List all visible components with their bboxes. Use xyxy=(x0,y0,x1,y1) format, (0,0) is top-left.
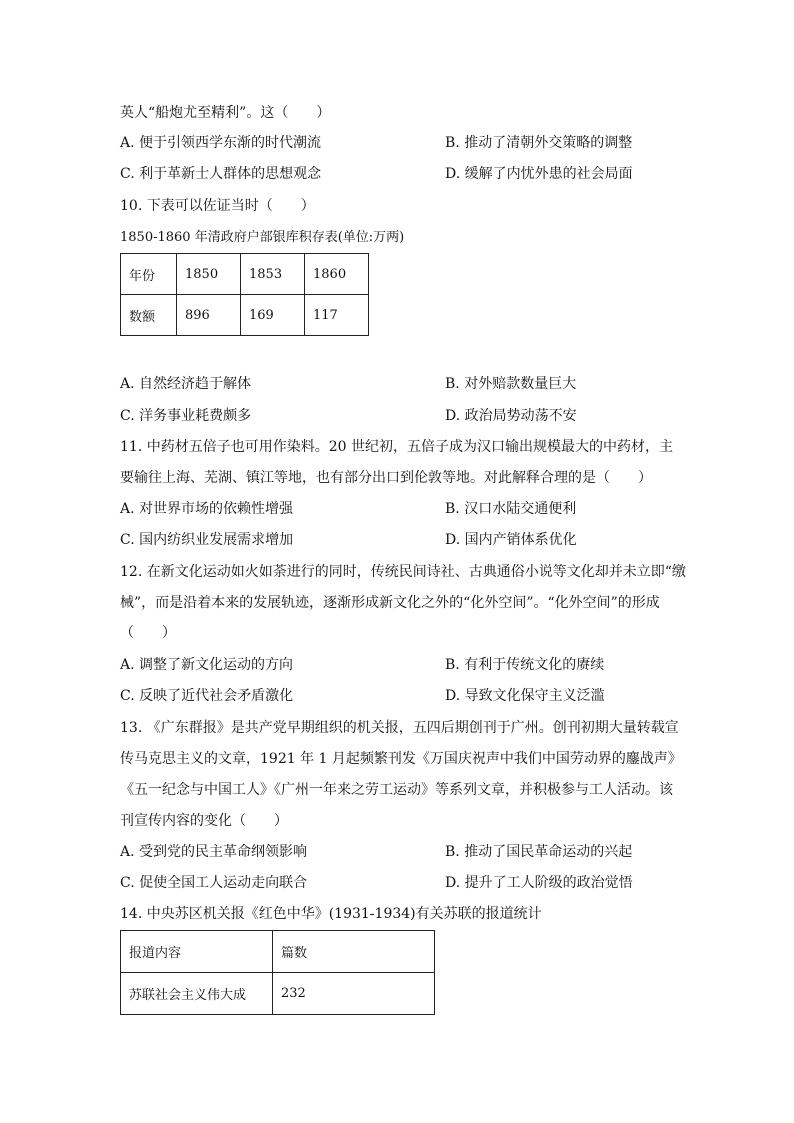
q9-option-d: D. 缓解了内忧外患的社会局面 xyxy=(445,166,633,182)
q10-option-b: B. 对外赔款数量巨大 xyxy=(445,376,577,392)
q13-option-b: B. 推动了国民革命运动的兴起 xyxy=(445,844,633,860)
q11-option-b: B. 汉口水陆交通便利 xyxy=(445,501,577,517)
q10-option-d: D. 政治局势动荡不安 xyxy=(445,408,577,424)
q10-option-a: A. 自然经济趋于解体 xyxy=(120,376,252,392)
q9-option-b: B. 推动了清朝外交策略的调整 xyxy=(445,135,633,151)
q12-option-c: C. 反映了近代社会矛盾激化 xyxy=(120,688,294,704)
q12-option-d: D. 导致文化保守主义泛滥 xyxy=(445,688,605,704)
q11-stem-line: 要输往上海、芜湖、镇江等地，也有部分出口到伦敦等地。对此解释合理的是（ ） xyxy=(120,470,652,486)
q14-table-row xyxy=(121,973,435,1015)
q14-stem: 14. 中央苏区机关报《红色中华》(1931-1934)有关苏联的报道统计 xyxy=(120,906,542,922)
q13-stem-line: 13. 《广东群报》是共产党早期组织的机关报，五四后期创刊于广州。创刊初期大量转载宣 xyxy=(120,720,679,736)
q13-option-a: A. 受到党的民主革命纲领影响 xyxy=(120,844,308,860)
q10-table-cell: 169 xyxy=(241,295,305,336)
q13-option-c: C. 促使全国工人运动走向联合 xyxy=(120,875,308,891)
q13-stem-line: 刊宣传内容的变化（ ） xyxy=(120,813,288,829)
q13-stem-line: 《五一纪念与中国工人》《广州一年来之劳工运动》等系列文章，并积极参与工人活动。该 xyxy=(120,782,673,798)
q11-option-d: D. 国内产销体系优化 xyxy=(445,532,577,548)
q10-table xyxy=(120,253,369,336)
q14-table xyxy=(120,930,435,1015)
q10-table-cell: 896 xyxy=(177,295,241,336)
q13-stem-line: 传马克思主义的文章，1921 年 1 月起频繁刊发《万国庆祝声中我们中国劳动界的鏖战声》 xyxy=(120,751,682,767)
q12-option-b: B. 有利于传统文化的赓续 xyxy=(445,657,605,673)
q14-table-cell: 苏联社会主义伟大成 xyxy=(121,973,273,1015)
q10-option-c: C. 洋务事业耗费颇多 xyxy=(120,408,252,424)
q13-option-d: D. 提升了工人阶级的政治觉悟 xyxy=(445,875,633,891)
q10-table-cell: 数额 xyxy=(121,295,177,336)
q10-table-row xyxy=(121,254,369,295)
q12-stem-line: （ ） xyxy=(120,625,176,641)
q10-table-cell: 1853 xyxy=(241,254,305,295)
q9-option-a: A. 便于引领西学东渐的时代潮流 xyxy=(120,135,322,151)
q14-table-cell: 232 xyxy=(273,973,435,1015)
q14-table-cell: 报道内容 xyxy=(121,931,273,973)
q10-table-cell: 1850 xyxy=(177,254,241,295)
q9-stem-tail: 英人“船炮尤至精利”。这（ ） xyxy=(120,105,331,121)
q14-table-row xyxy=(121,931,435,973)
q10-table-cell: 1860 xyxy=(305,254,369,295)
q12-stem-line: 12. 在新文化运动如火如荼进行的同时，传统民间诗社、古典通俗小说等文化却并未立即“缴 xyxy=(120,564,686,580)
q10-stem: 10. 下表可以佐证当时（ ） xyxy=(120,198,315,214)
q11-option-a: A. 对世界市场的依赖性增强 xyxy=(120,501,294,517)
q14-table-cell: 篇数 xyxy=(273,931,435,973)
q12-option-a: A. 调整了新文化运动的方向 xyxy=(120,657,294,673)
q10-table-caption: 1850-1860 年清政府户部银库积存表(单位:万两) xyxy=(120,230,405,245)
q10-table-cell: 117 xyxy=(305,295,369,336)
q11-stem-line: 11. 中药材五倍子也可用作染料。20 世纪初，五倍子成为汉口输出规模最大的中药材，主 xyxy=(120,439,673,455)
q11-option-c: C. 国内纺织业发展需求增加 xyxy=(120,532,294,548)
q10-table-cell: 年份 xyxy=(121,254,177,295)
q10-table-row xyxy=(121,295,369,336)
q12-stem-line: 械”，而是沿着本来的发展轨迹，逐渐形成新文化之外的“化外空间”。“化外空间”的形成 xyxy=(120,595,660,611)
q9-option-c: C. 利于革新士人群体的思想观念 xyxy=(120,166,322,182)
